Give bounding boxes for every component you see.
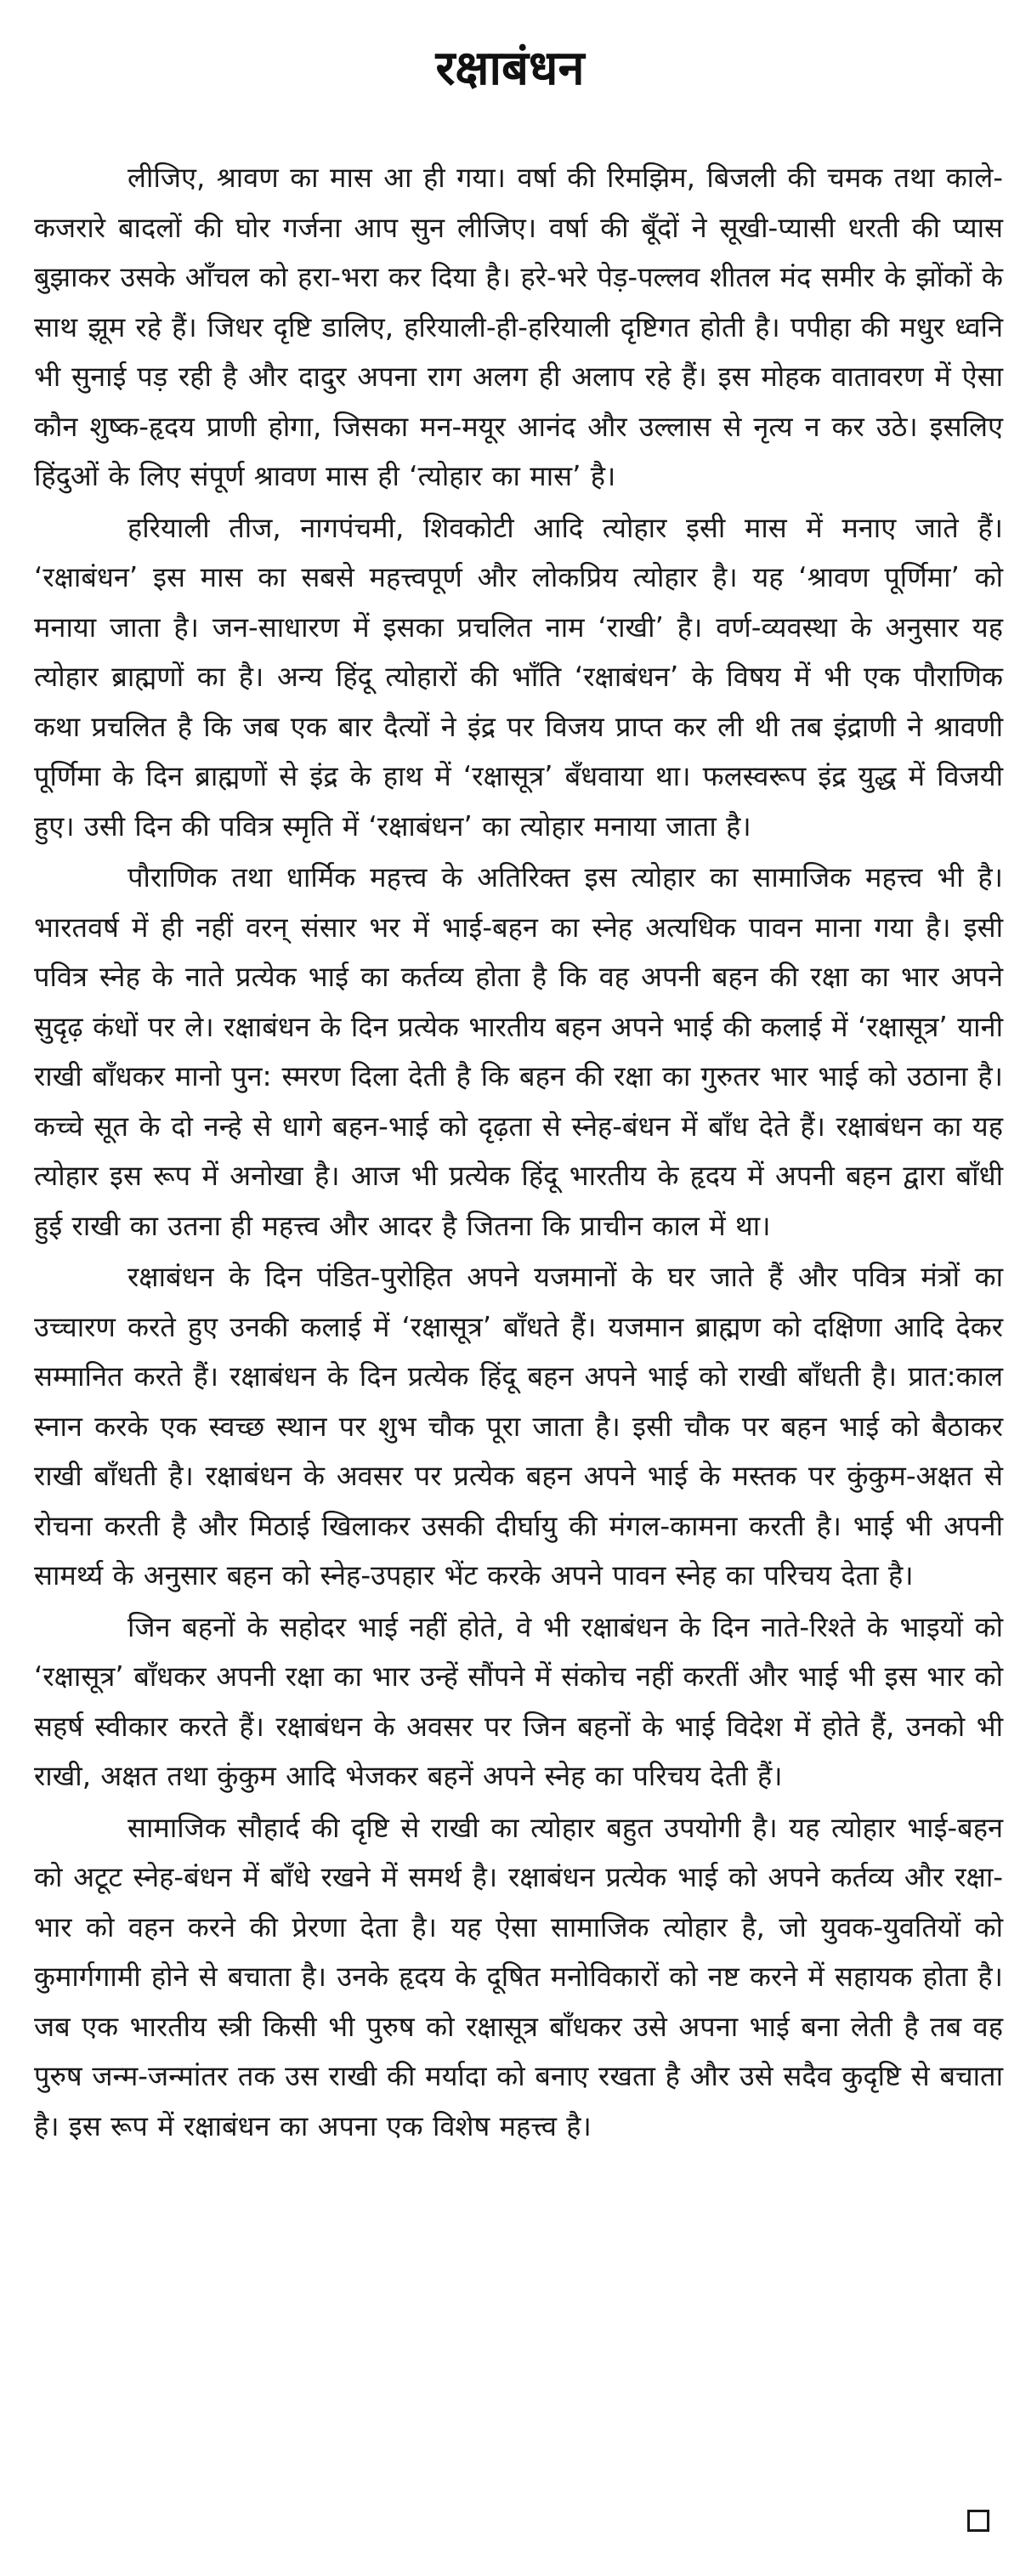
paragraph-1: लीजिए, श्रावण का मास आ ही गया। वर्षा की रिमझिम, बिजली की चमक तथा काले-कजरारे बादलों की घोर गर्जना आप सुन लीजिए। वर्षा की बूँदों ने सूखी-प्यासी धरती की प्यास बुझाकर उसके आँचल को हरा-भरा कर दिया है। हरे-भरे पेड़-पल्लव शीतल मंद समीर के झोंकों के साथ झूम रहे हैं। जिधर दृष्टि डालिए, हरियाली-ही-हरियाली दृष्टिगत होती है। पपीहा की मधुर ध्वनि भी सुनाई पड़ रही है और दादुर अपना राग अलग ही अलाप रहे हैं। इस मोहक वातावरण में ऐसा कौन शुष्क-हृदय प्राणी होगा, जिसका मन-मयूर आनंद और उल्लास से नृत्य न कर उठे। इसलिए हिंदुओं के लिए संपूर्ण श्रावण मास ही ‘त्योहार का मास’ है। [34,162,1003,492]
paragraph-4: रक्षाबंधन के दिन पंडित-पुरोहित अपने यजमानों के घर जाते हैं और पवित्र मंत्रों का उच्चारण करते हुए उनकी कलाई में ‘रक्षासूत्र’ बाँधते हैं। यजमान ब्राह्मण को दक्षिणा आदि देकर सम्मानित करते हैं। रक्षाबंधन के दिन प्रत्येक हिंदू बहन अपने भाई को राखी बाँधती है। प्रात:काल स्नान करके एक स्वच्छ स्थान पर शुभ चौक पूरा जाता है। इसी चौक पर बहन भाई को बैठाकर राखी बाँधती है। रक्षाबंधन के अवसर पर प्रत्येक बहन अपने भाई के मस्तक पर कुंकुम-अक्षत से रोचना करती है और मिठाई खिलाकर उसकी दीर्घायु की मंगल-कामना करती है। भाई भी अपनी सामर्थ्य के अनुसार बहन को स्नेह-उपहार भेंट करके अपने पावन स्नेह का परिचय देता है। [34,1261,1003,1592]
paragraph-3: पौराणिक तथा धार्मिक महत्त्व के अतिरिक्त इस त्योहार का सामाजिक महत्त्व भी है। भारतवर्ष में ही नहीं वरन् संसार भर में भाई-बहन का स्नेह अत्यधिक पावन माना गया है। इसी पवित्र स्नेह के नाते प्रत्येक भाई का कर्तव्य होता है कि वह अपनी बहन की रक्षा का भार अपने सुदृढ़ कंधों पर ले। रक्षाबंधन के दिन प्रत्येक भारतीय बहन अपने भाई की कलाई में ‘रक्षासूत्र’ यानी राखी बाँधकर मानो पुन: स्मरण दिला देती है कि बहन की रक्षा का गुरुतर भार भाई को उठाना है। कच्चे सूत के दो नन्हे से धागे बहन-भाई को दृढ़ता से स्नेह-बंधन में बाँध देते हैं। रक्षाबंधन का यह त्योहार इस रूप में अनोखा है। आज भी प्रत्येक हिंदू भारतीय के हृदय में अपनी बहन द्वारा बाँधी हुई राखी का उतना ही महत्त्व और आदर है जितना कि प्राचीन काल में था। [34,861,1003,1242]
page-title: रक्षाबंधन [435,41,585,96]
end-of-document-square-icon [967,2510,989,2532]
paragraph-5: जिन बहनों के सहोदर भाई नहीं होते, वे भी रक्षाबंधन के दिन नाते-रिश्ते के भाइयों को ‘रक्षासूत्र’ बाँधकर अपनी रक्षा का भार उन्हें सौंपने में संकोच नहीं करतीं और भाई भी इस भार को सहर्ष स्वीकार करते हैं। रक्षाबंधन के अवसर पर जिन बहनों के भाई विदेश में होते हैं, उनको भी राखी, अक्षत तथा कुंकुम आदि भेजकर बहनें अपने स्नेह का परिचय देती हैं। [34,1610,1003,1792]
paragraph-2: हरियाली तीज, नागपंचमी, शिवकोटी आदि त्योहार इसी मास में मनाए जाते हैं। ‘रक्षाबंधन’ इस मास का सबसे महत्त्वपूर्ण और लोकप्रिय त्योहार है। यह ‘श्रावण पूर्णिमा’ को मनाया जाता है। जन-साधारण में इसका प्रचलित नाम ‘राखी’ है। वर्ण-व्यवस्था के अनुसार यह त्योहार ब्राह्मणों का है। अन्य हिंदू त्योहारों की भाँति ‘रक्षाबंधन’ के विषय में भी एक पौराणिक कथा प्रचलित है कि जब एक बार दैत्यों ने इंद्र पर विजय प्राप्त कर ली थी तब इंद्राणी ने श्रावणी पूर्णिमा के दिन ब्राह्मणों से इंद्र के हाथ में ‘रक्षासूत्र’ बँधवाया था। फलस्वरूप इंद्र युद्ध में विजयी हुए। उसी दिन की पवित्र स्मृति में ‘रक्षाबंधन’ का त्योहार मनाया जाता है। [34,511,1003,843]
essay-body [34,153,1003,2151]
paragraph-6: सामाजिक सौहार्द की दृष्टि से राखी का त्योहार बहुत उपयोगी है। यह त्योहार भाई-बहन को अटूट स्नेह-बंधन में बाँधे रखने में समर्थ है। रक्षाबंधन प्रत्येक भाई को अपने कर्तव्य और रक्षा-भार को वहन करने की प्रेरणा देता है। यह ऐसा सामाजिक त्योहार है, जो युवक-युवतियों को कुमार्गगामी होने से बचाता है। उनके हृदय के दूषित मनोविकारों को नष्ट करने में सहायक होता है। जब एक भारतीय स्त्री किसी भी पुरुष को रक्षासूत्र बाँधकर उसे अपना भाई बना लेती है तब वह पुरुष जन्म-जन्मांतर तक उस राखी की मर्यादा को बनाए रखता है और उसे सदैव कुदृष्टि से बचाता है। इस रूप में रक्षाबंधन का अपना एक विशेष महत्त्व है। [34,1811,1003,2142]
